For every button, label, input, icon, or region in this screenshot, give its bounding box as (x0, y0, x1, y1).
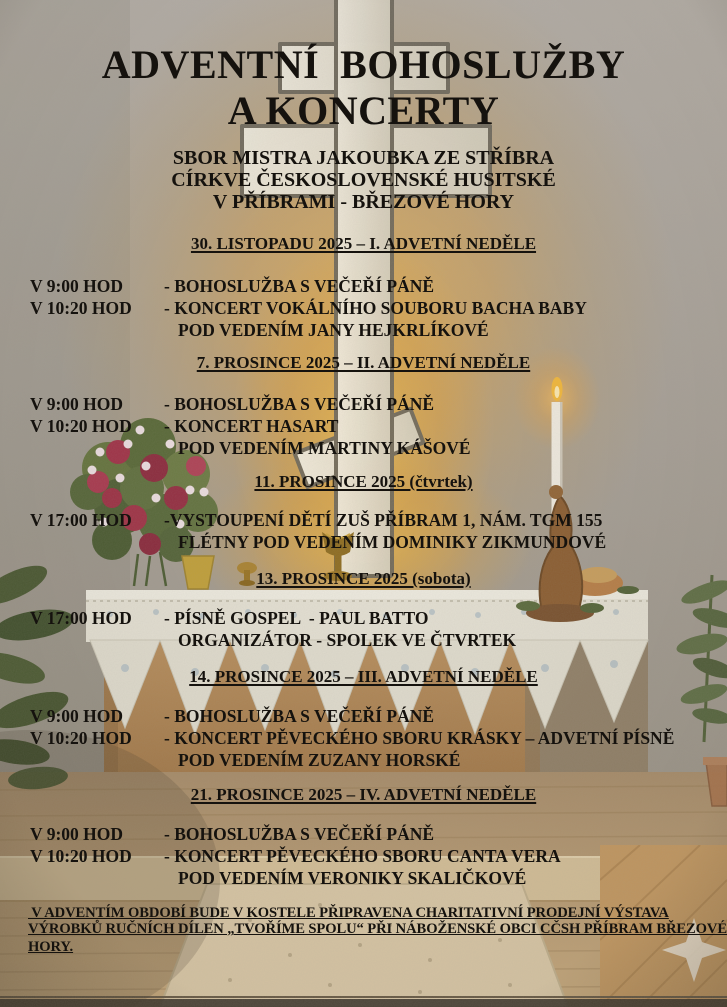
section-5-row-1-time: V 9:00 HOD (30, 706, 124, 726)
subtitle-line2: CÍRKVE ČESKOSLOVENSKÉ HUSITSKÉ (171, 169, 556, 191)
section-5-row-2-text: - KONCERT PĚVECKÉHO SBORU KRÁSKY – ADVETNÍ PÍSNĚ (164, 728, 675, 748)
section-2-row-2-time: V 10:20 HOD (30, 416, 132, 436)
section-2-row-3-text: POD VEDENÍM MARTINY KÁŠOVÉ (178, 438, 471, 458)
section-6-row-1-time: V 9:00 HOD (30, 824, 124, 844)
section-5-row-2-time: V 10:20 HOD (30, 728, 132, 748)
section-4-row-1-text: - PÍSNĚ GOSPEL - PAUL BATTO (164, 608, 429, 628)
section-1-row-2-time: V 10:20 HOD (30, 298, 132, 318)
section-6-row-1-text: - BOHOSLUŽBA S VEČEŘÍ PÁNĚ (164, 824, 435, 844)
section-6-row-3-text: POD VEDENÍM VERONIKY SKALIČKOVÉ (178, 868, 527, 888)
footer-line3: HORY. (28, 939, 74, 955)
section-4-row-2-text: ORGANIZÁTOR - SPOLEK VE ČTVRTEK (178, 630, 517, 650)
subtitle-line3: V PŘÍBRAMI - BŘEZOVÉ HORY (212, 191, 515, 213)
section-1-row-1-time: V 9:00 HOD (30, 276, 124, 296)
section-3-row-1-time: V 17:00 HOD (30, 510, 132, 530)
section-4-header: 13. PROSINCE 2025 (sobota) (256, 569, 471, 588)
section-4-row-1-time: V 17:00 HOD (30, 608, 132, 628)
section-6-row-2-time: V 10:20 HOD (30, 846, 132, 866)
section-3-row-2-text: FLÉTNY POD VEDENÍM DOMINIKY ZIKMUNDOVÉ (178, 532, 607, 552)
section-2-row-1-text: - BOHOSLUŽBA S VEČEŘÍ PÁNĚ (164, 394, 435, 414)
section-3-row-1-text: -VYSTOUPENÍ DĚTÍ ZUŠ PŘÍBRAM 1, NÁM. TGM 155 (164, 510, 603, 530)
poster-title-line2: A KONCERTY (227, 88, 500, 133)
poster-title-line1: ADVENTNÍ BOHOSLUŽBY (101, 42, 626, 87)
section-2-header: 7. PROSINCE 2025 – II. ADVETNÍ NEDĚLE (196, 353, 531, 372)
subtitle-line1: SBOR MISTRA JAKOUBKA ZE STŘÍBRA (172, 147, 555, 169)
section-2-row-2-text: - KONCERT HASART (164, 416, 339, 436)
section-1-row-2-text: - KONCERT VOKÁLNÍHO SOUBORU BACHA BABY (164, 298, 587, 318)
section-5-row-1-text: - BOHOSLUŽBA S VEČEŘÍ PÁNĚ (164, 706, 435, 726)
section-6-row-2-text: - KONCERT PĚVECKÉHO SBORU CANTA VERA (164, 846, 561, 866)
section-3-header: 11. PROSINCE 2025 (čtvrtek) (254, 472, 473, 491)
section-1-header: 30. LISTOPADU 2025 – I. ADVETNÍ NEDĚLE (190, 234, 537, 253)
section-1-row-3-text: POD VEDENÍM JANY HEJKRLÍKOVÉ (178, 320, 489, 340)
section-2-row-1-time: V 9:00 HOD (30, 394, 124, 414)
section-5-row-3-text: POD VEDENÍM ZUZANY HORSKÉ (178, 750, 461, 770)
section-1-row-1-text: - BOHOSLUŽBA S VEČEŘÍ PÁNĚ (164, 276, 435, 296)
footer-line1: V ADVENTÍM OBDOBÍ BUDE V KOSTELE PŘIPRAVENA CHARITATIVNÍ PRODEJNÍ VÝSTAVA (28, 905, 669, 921)
section-5-header: 14. PROSINCE 2025 – III. ADVETNÍ NEDĚLE (189, 667, 538, 686)
footer-line2: VÝROBKŮ RUČNÍCH DÍLEN „TVOŘÍME SPOLU“ PŘI NÁBOŽENSKÉ OBCI CČSH PŘÍBRAM BŘEZOVÉ (28, 921, 727, 937)
section-6-header: 21. PROSINCE 2025 – IV. ADVETNÍ NEDĚLE (190, 785, 537, 804)
